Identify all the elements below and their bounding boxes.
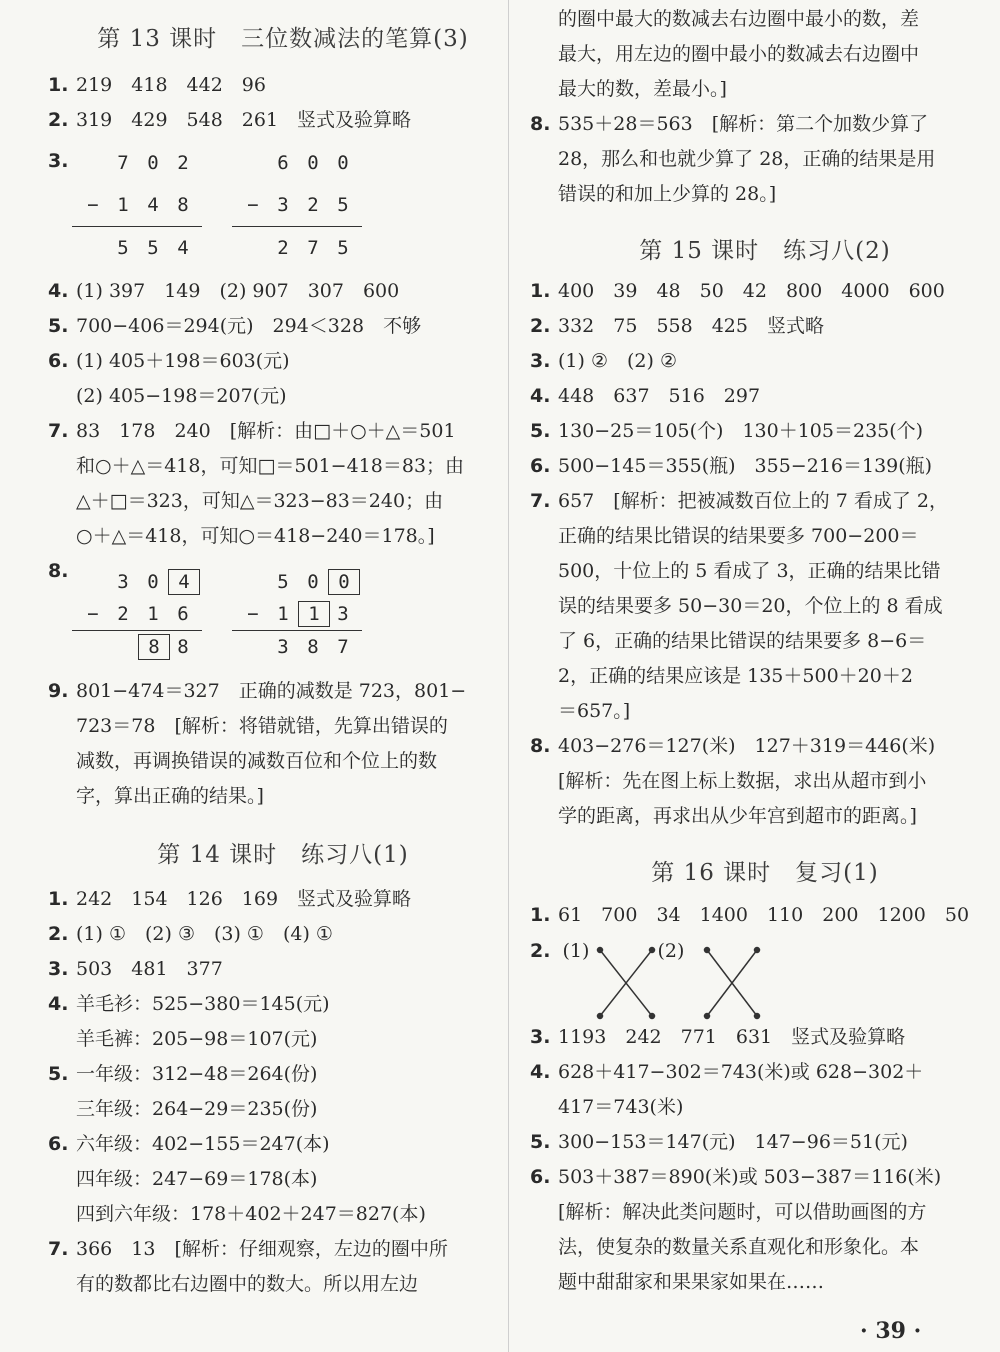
answer-line (48, 70, 518, 100)
calc-sub-row: − 3 2 5 (247, 194, 349, 216)
answer-text: 503＋387＝890(米)或 503−387＝116(米) (558, 1166, 942, 1188)
question-2-row: 2. (1) (2) (530, 940, 685, 962)
answer-line (530, 486, 1000, 516)
answer-text: 219 418 442 96 (76, 74, 266, 96)
answer-text: 403−276＝127(米) 127＋319＝446(米) (558, 735, 936, 757)
answer-line (48, 884, 518, 914)
question-number: 7. (48, 420, 69, 442)
answer-line (48, 1129, 518, 1159)
answer-text: 六年级：402−155＝247(本) (76, 1133, 330, 1155)
answer-line (530, 451, 1000, 481)
question-number: 1. (530, 904, 551, 926)
question-number: 4. (48, 280, 69, 302)
answer-text: 500，十位上的 5 看成了 3，正确的结果比错 (558, 560, 941, 582)
answer-line (48, 1234, 518, 1264)
question-number: 7. (48, 1238, 69, 1260)
answer-line (48, 416, 518, 446)
calc-top-row: 5 0 0 (238, 566, 362, 598)
answer-text: (1) ② (2) ② (558, 350, 677, 372)
answer-text: 有的数都比右边圈中的数大。所以用左边 (76, 1273, 419, 1295)
answer-text: 最大的数，差最小。] (558, 78, 727, 100)
calc-sub-row: − 1 4 8 (87, 194, 189, 216)
answer-text: (2) 405−198＝207(元) (76, 385, 287, 407)
answer-text: 28，那么和也就少算了 28，正确的结果是用 (558, 148, 936, 170)
question-3-label: 3. (48, 150, 69, 172)
answer-text: 723＝78 [解析：将错就错，先算出错误的 (76, 715, 448, 737)
answer-line (530, 1197, 1000, 1227)
question-number: 2. (48, 923, 69, 945)
answer-line (530, 39, 1000, 69)
answer-line (48, 346, 518, 376)
answer-line (48, 676, 518, 706)
answer-text: (1) 397 149 (2) 907 307 600 (76, 280, 400, 302)
answer-text: 了 6，正确的结果比错误的结果要多 8−6＝ (558, 630, 927, 652)
answer-text: 羊毛裤：205−98＝107(元) (76, 1028, 318, 1050)
answer-line (530, 801, 1000, 831)
answer-line (48, 989, 518, 1019)
answer-line (530, 1092, 1000, 1122)
question-number: 6. (48, 350, 69, 372)
question-number: 4. (48, 993, 69, 1015)
lesson-14-title: 第 14 课时 练习八(1) (157, 842, 409, 868)
answer-text: 1193 242 771 631 竖式及验算略 (558, 1026, 906, 1048)
answer-text: 减数，再调换错误的减数百位和个位上的数 (76, 750, 438, 772)
answer-line (530, 416, 1000, 446)
calc-sub-row: − 1 1 3 (247, 603, 349, 625)
answer-text: 700−406＝294(元) 294＜328 不够 (76, 315, 422, 337)
answer-line (530, 1057, 1000, 1087)
answer-line (48, 711, 518, 741)
answer-line (530, 1267, 1000, 1297)
answer-line (48, 381, 518, 411)
answer-text: 法，使复杂的数量关系直观化和形象化。本 (558, 1236, 920, 1258)
answer-text: 503 481 377 (76, 958, 223, 980)
answer-line (530, 556, 1000, 586)
answer-text: 657 [解析：把被减数百位上的 7 看成了 2， (558, 490, 948, 512)
lesson-13-title: 第 13 课时 三位数减法的笔算(3) (97, 26, 469, 52)
answer-text: 535＋28＝563 [解析：第二个加数少算了 (558, 113, 929, 135)
answer-line (48, 1024, 518, 1054)
answer-line (48, 105, 518, 135)
answer-text: 三年级：264−29＝235(份) (76, 1098, 318, 1120)
question-number: 5. (48, 315, 69, 337)
vertical-calc-8a (78, 566, 202, 663)
answer-text: 83 178 240 [解析：由□＋○＋△＝501 (76, 420, 456, 442)
answer-text: 羊毛衫：525−380＝145(元) (76, 993, 330, 1015)
answer-line (530, 276, 1000, 306)
answer-text: 四到六年级：178＋402＋247＝827(本) (76, 1203, 426, 1225)
answer-line (530, 731, 1000, 761)
answer-text: 2，正确的结果应该是 135＋500＋20＋2 (558, 665, 913, 687)
question-number: 1. (48, 888, 69, 910)
question-number: 6. (530, 1166, 551, 1188)
question-number: 3. (48, 958, 69, 980)
answer-text: 319 429 548 261 竖式及验算略 (76, 109, 412, 131)
answer-line (530, 381, 1000, 411)
answer-line (530, 179, 1000, 209)
match-cross-1 (598, 948, 655, 1019)
calc-result-row: 8 8 (78, 631, 202, 663)
answer-text: [解析：先在图上标上数据，求出从超市到小 (558, 770, 927, 792)
calc-top-row: 6 0 0 (277, 152, 349, 174)
question-number: 1. (530, 280, 551, 302)
answer-line (48, 276, 518, 306)
question-number: 8. (530, 113, 551, 135)
answer-line (48, 1269, 518, 1299)
answer-line (48, 521, 518, 551)
question-number: 1. (48, 74, 69, 96)
question-number: 4. (530, 1061, 551, 1083)
answer-text: 错误的和加上少算的 28。] (558, 183, 777, 205)
answer-line (48, 781, 518, 811)
answer-text: 242 154 126 169 竖式及验算略 (76, 888, 412, 910)
answer-text: (1) ① (2) ③ (3) ① (4) ① (76, 923, 333, 945)
question-number: 3. (530, 350, 551, 372)
answer-line (530, 4, 1000, 34)
answer-text: 四年级：247−69＝178(本) (76, 1168, 318, 1190)
question-number: 2. (530, 315, 551, 337)
answer-line (530, 591, 1000, 621)
question-number: 6. (530, 455, 551, 477)
vertical-calc-3a (78, 142, 202, 269)
answer-line (530, 144, 1000, 174)
answer-line (48, 919, 518, 949)
answer-text: 61 700 34 1400 110 200 1200 50 (558, 904, 970, 926)
answer-line (48, 1059, 518, 1089)
answer-text: 332 75 558 425 竖式略 (558, 315, 824, 337)
answer-line (530, 346, 1000, 376)
answer-text: 题中甜甜家和果果家如果在…… (558, 1271, 825, 1293)
answer-text: 417＝743(米) (558, 1096, 684, 1118)
question-number: 2. (48, 109, 69, 131)
answer-text: 学的距离，再求出从少年宫到超市的距离。] (558, 805, 917, 827)
answer-text: [解析：解决此类问题时，可以借助画图的方 (558, 1201, 927, 1223)
answer-line (48, 1164, 518, 1194)
answer-text: △＋□＝323，可知△＝323−83＝240；由 (76, 490, 444, 512)
answer-line (530, 661, 1000, 691)
answer-text: ＝657。] (558, 700, 631, 722)
calc-result-row: 2 7 5 (277, 237, 349, 259)
answer-line (48, 486, 518, 516)
question-number: 4. (530, 385, 551, 407)
calc-sub-row: − 2 1 6 (87, 603, 189, 625)
answer-text: 130−25＝105(个) 130＋105＝235(个) (558, 420, 924, 442)
question-number: 9. (48, 680, 69, 702)
answer-text: ○＋△＝418，可知○＝418−240＝178。] (76, 525, 435, 547)
answer-line (48, 1199, 518, 1229)
question-number: 6. (48, 1133, 69, 1155)
answer-text: 误的结果要多 50−30＝20，个位上的 8 看成 (558, 595, 943, 617)
answer-text: 一年级：312−48＝264(份) (76, 1063, 318, 1085)
page-number: · 39 · (860, 1318, 922, 1344)
answer-text: 366 13 [解析：仔细观察，左边的圈中所 (76, 1238, 448, 1260)
answer-text: 801−474＝327 正确的减数是 723，801− (76, 680, 467, 702)
calc-top-row: 3 0 4 (78, 566, 202, 598)
answer-line (530, 1232, 1000, 1262)
answer-text: 正确的结果比错误的结果要多 700−200＝ (558, 525, 919, 547)
calc-result-row: 3 8 7 (277, 636, 349, 658)
answer-line (48, 451, 518, 481)
answer-line (530, 1022, 1000, 1052)
question-number: 8. (530, 735, 551, 757)
answer-line (530, 626, 1000, 656)
vertical-calc-3b (238, 142, 362, 269)
answer-text: 300−153＝147(元) 147−96＝51(元) (558, 1131, 908, 1153)
question-number: 7. (530, 490, 551, 512)
answer-line (530, 696, 1000, 726)
question-number: 5. (530, 1131, 551, 1153)
vertical-calc-8b (238, 566, 362, 663)
question-number: 3. (530, 1026, 551, 1048)
answer-line (530, 766, 1000, 796)
answer-text: 和○＋△＝418，可知□＝501−418＝83；由 (76, 455, 465, 477)
answer-line (530, 1127, 1000, 1157)
question-8-label: 8. (48, 560, 69, 582)
question-number: 5. (530, 420, 551, 442)
answer-line (530, 900, 1000, 930)
match-cross-2 (705, 948, 760, 1019)
answer-line (530, 1162, 1000, 1192)
answer-text: 的圈中最大的数减去右边圈中最小的数，差 (558, 8, 920, 30)
calc-top-row: 7 0 2 (117, 152, 189, 174)
answer-text: 448 637 516 297 (558, 385, 761, 407)
answer-line (48, 954, 518, 984)
answer-line (48, 746, 518, 776)
answer-text: 400 39 48 50 42 800 4000 600 (558, 280, 945, 302)
lesson-16-title: 第 16 课时 复习(1) (651, 860, 879, 886)
matching-lines-diagram (592, 944, 832, 1022)
answer-line (48, 311, 518, 341)
answer-text: (1) 405＋198＝603(元) (76, 350, 290, 372)
calc-result-row: 5 5 4 (117, 237, 189, 259)
answer-text: 500−145＝355(瓶) 355−216＝139(瓶) (558, 455, 933, 477)
answer-line (530, 109, 1000, 139)
lesson-15-title: 第 15 课时 练习八(2) (639, 238, 891, 264)
answer-text: 字，算出正确的结果。] (76, 785, 264, 807)
question-number: 5. (48, 1063, 69, 1085)
answer-text: 最大，用左边的圈中最小的数减去右边圈中 (558, 43, 920, 65)
answer-line (530, 74, 1000, 104)
answer-line (48, 1094, 518, 1124)
answer-line (530, 521, 1000, 551)
answer-line (530, 311, 1000, 341)
answer-text: 628＋417−302＝743(米)或 628−302＋ (558, 1061, 924, 1083)
